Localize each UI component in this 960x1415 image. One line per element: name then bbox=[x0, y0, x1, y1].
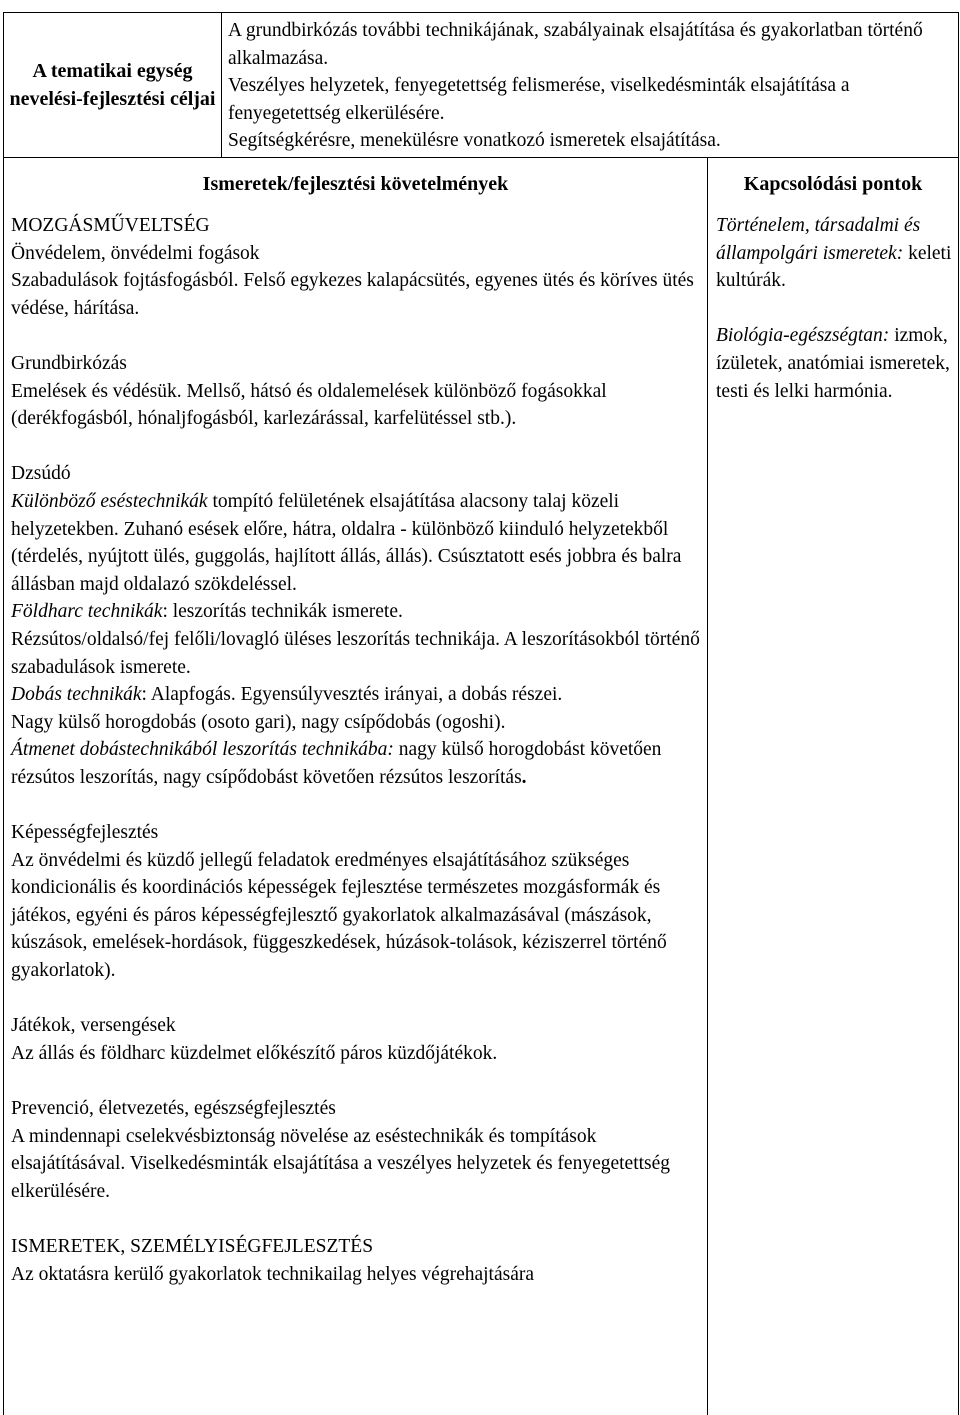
table-divider-goals bbox=[3, 157, 959, 158]
section-paragraph: Rézsútos/oldalsó/fej felőli/lovagló üléses leszorítás technikája. A leszorításokból történő szabadulások ismerete. bbox=[11, 628, 700, 678]
section-line: Az önvédelmi és küzdő jellegű feladatok eredményes elsajátításához szükséges kondicionális és koordinációs képességek fejlesztése természetes mozgásformák és játékos, egyéni és páros képességfejlesztő gyakorlatok alkalmazásával (mászások, kúszások, emelések-hordások, függeszkedések, húzások-tolások, kéziszerrel történő gyakorlatok). bbox=[11, 849, 667, 982]
section-title: Játékok, versengések bbox=[11, 1015, 176, 1037]
connection-item bbox=[716, 322, 954, 405]
emphasis-text: Különböző eséstechnikák bbox=[11, 490, 208, 512]
goal-item: A grundbirkózás további technikájának, szabályainak elsajátítása és gyakorlatban történő alkalmazása. bbox=[228, 20, 923, 69]
section-paragraph bbox=[11, 681, 701, 709]
table-divider-goal-label bbox=[221, 12, 222, 157]
section-ismeretek bbox=[11, 1233, 701, 1288]
section-paragraph bbox=[11, 598, 701, 626]
goal-item: Segítségkérésre, menekülésre vonatkozó ismeretek elsajátítása. bbox=[228, 130, 721, 152]
section-prevencio bbox=[11, 1095, 701, 1205]
connection-item bbox=[716, 212, 954, 295]
section-title: MOZGÁSMŰVELTSÉG bbox=[11, 215, 210, 236]
requirements-header: Ismeretek/fejlesztési követelmények bbox=[202, 173, 509, 195]
connection-detail: keleti kultúrák. bbox=[716, 242, 952, 292]
section-kepessegfejlesztes bbox=[11, 819, 701, 985]
table-border-right bbox=[958, 12, 959, 1415]
connection-detail: izmok, ízületek, anatómiai ismeretek, testi és lelki harmónia. bbox=[716, 325, 950, 402]
section-title: Grundbirkózás bbox=[11, 352, 127, 374]
section-line: Szabadulások fojtásfogásból. Felső egykezes kalapácsütés, egyenes ütés és köríves ütés védése, hárítása. bbox=[11, 270, 694, 319]
goal-item: Veszélyes helyzetek, fenyegetettség felismerése, viselkedésminták elsajátítása a fenyegetettség elkerülésére. bbox=[228, 75, 850, 124]
connection-subject: Biológia-egészségtan: bbox=[716, 325, 890, 347]
body-text-end: . bbox=[521, 766, 527, 788]
body-text: tompító felületének elsajátítása alacsony talaj közeli helyzetekben. Zuhanó esések előre, hátra, oldalra - különböző kiinduló helyzetekből (térdelés, nyújtott ülés, guggolás, hajlított állás, állás). Csúsztatott esés jobbra és balra állásban majd oldalazó szökdeléssel. bbox=[11, 490, 682, 595]
section-paragraph bbox=[11, 736, 701, 791]
section-paragraph bbox=[11, 488, 701, 598]
section-grundbirkozas bbox=[11, 350, 701, 433]
body-text: : Alapfogás. Egyensúlyvesztés irányai, a dobás részei. bbox=[141, 684, 563, 706]
goals-label-text: A tematikai egység nevelési-fejlesztési céljai bbox=[9, 59, 216, 110]
section-paragraph: Nagy külső horogdobás (osoto gari), nagy csípődobás (ogoshi). bbox=[11, 711, 506, 733]
emphasis-text: Földharc technikák bbox=[11, 601, 163, 623]
section-line: Az állás és földharc küzdelmet előkészítő páros küzdőjátékok. bbox=[11, 1042, 498, 1064]
section-title: Dzsúdó bbox=[11, 463, 71, 485]
section-line: A mindennapi cselekvésbiztonság növelése az eséstechnikák és tompítások elsajátításával. Viselkedésminták elsajátítása a veszélyes helyzetek és fenyegetettség elkerülésére. bbox=[11, 1125, 671, 1202]
section-line: Az oktatásra kerülő gyakorlatok technikailag helyes végrehajtására bbox=[11, 1263, 535, 1285]
connections-header: Kapcsolódási pontok bbox=[743, 173, 923, 195]
section-title: Prevenció, életvezetés, egészségfejlesztés bbox=[11, 1098, 336, 1119]
section-jatekok bbox=[11, 1012, 701, 1067]
section-dzsudo bbox=[11, 460, 701, 791]
section-mozgasmuveltseg bbox=[11, 212, 701, 322]
emphasis-text: Átmenet dobástechnikából leszorítás technikába: bbox=[11, 739, 394, 761]
connection-subject: Történelem, társadalmi és állampolgári ismeretek: bbox=[716, 215, 921, 264]
connections-column bbox=[716, 212, 954, 433]
section-line: Önvédelem, önvédelmi fogások bbox=[11, 242, 260, 264]
emphasis-text: Dobás technikák bbox=[11, 684, 142, 706]
requirements-column bbox=[11, 212, 701, 1316]
section-title: ISMERETEK, SZEMÉLYISÉGFEJLESZTÉS bbox=[11, 1235, 374, 1257]
goals-label bbox=[4, 12, 221, 157]
section-title: Képességfejlesztés bbox=[11, 822, 159, 844]
table-divider-columns bbox=[707, 158, 708, 1415]
section-line: Emelések és védésük. Mellső, hátsó és oldalemelések különböző fogásokkal (derékfogásból, hónaljfogásból, karlezárással, karfelütéssel stb.). bbox=[11, 380, 607, 430]
table-border-left bbox=[3, 12, 4, 1415]
body-text: : leszorítás technikák ismerete. bbox=[162, 601, 403, 623]
body-text: nagy külső horogdobást követően rézsútos leszorítás, nagy csípődobást követően rézsútos leszorítás bbox=[11, 739, 662, 788]
goals-list bbox=[228, 17, 953, 155]
